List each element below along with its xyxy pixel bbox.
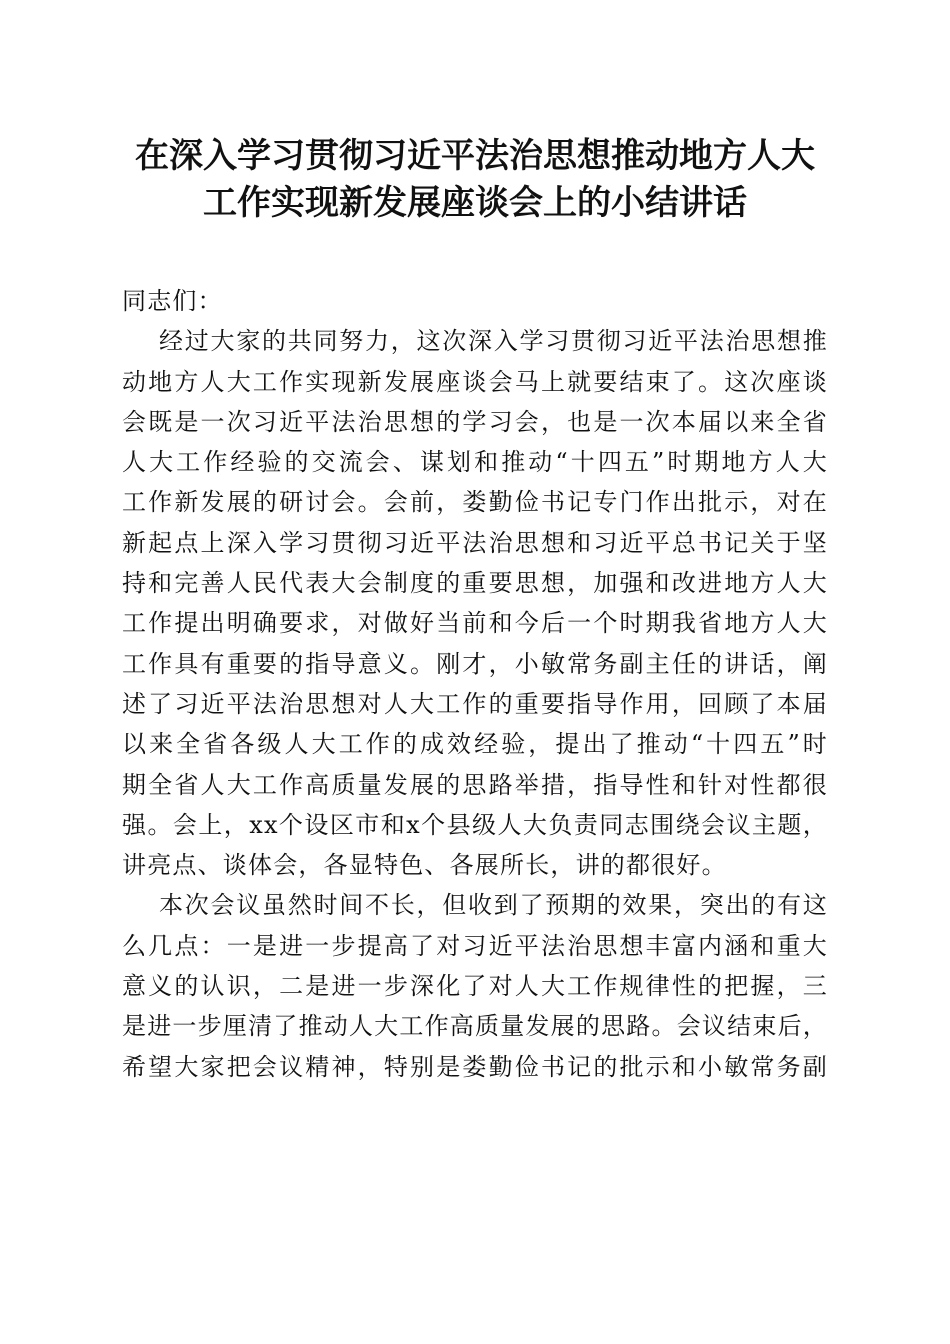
text-line: 工作新发展的研讨会。会前，娄勤俭书记专门作出批示，对在 <box>122 488 828 517</box>
paragraph-1 <box>122 321 828 885</box>
document-body <box>122 281 828 1087</box>
text-line: 强。会上，xx个设区市和x个县级人大负责同志围绕会议主题， <box>122 810 828 839</box>
text-line: 动地方人大工作实现新发展座谈会马上就要结束了。这次座谈 <box>122 367 828 396</box>
text-line: 讲亮点、谈体会，各显特色、各展所长，讲的都很好。 <box>122 851 727 880</box>
text-line: 期全省人大工作高质量发展的思路举措，指导性和针对性都很 <box>122 770 828 799</box>
text-line: 么几点：一是进一步提高了对习近平法治思想丰富内涵和重大 <box>122 931 828 960</box>
text-line: 会既是一次习近平法治思想的学习会，也是一次本届以来全省 <box>122 407 828 436</box>
text-line: 本次会议虽然时间不长，但收到了预期的效果，突出的有这 <box>159 891 828 920</box>
text-line: 经过大家的共同努力，这次深入学习贯彻习近平法治思想推 <box>159 327 828 356</box>
page-title <box>122 133 828 227</box>
salutation: 同志们： <box>122 287 223 315</box>
title-line-2: 工作实现新发展座谈会上的小结讲话 <box>203 183 747 223</box>
text-line: 以来全省各级人大工作的成效经验，提出了推动“十四五”时 <box>122 730 828 759</box>
title-line-1: 在深入学习贯彻习近平法治思想推动地方人大 <box>135 136 815 176</box>
text-line: 希望大家把会议精神，特别是娄勤俭书记的批示和小敏常务副 <box>122 1052 828 1081</box>
text-line: 工作具有重要的指导意义。刚才，小敏常务副主任的讲话，阐 <box>122 649 828 678</box>
text-line: 持和完善人民代表大会制度的重要思想，加强和改进地方人大 <box>122 569 828 598</box>
text-line: 新起点上深入学习贯彻习近平法治思想和习近平总书记关于坚 <box>122 528 828 557</box>
text-line: 工作提出明确要求，对做好当前和今后一个时期我省地方人大 <box>122 609 828 638</box>
paragraph-2 <box>122 885 828 1086</box>
text-line: 是进一步厘清了推动人大工作高质量发展的思路。会议结束后， <box>122 1012 828 1041</box>
text-line: 述了习近平法治思想对人大工作的重要指导作用，回顾了本届 <box>122 689 828 718</box>
text-line: 意义的认识，二是进一步深化了对人大工作规律性的把握，三 <box>122 972 828 1001</box>
text-line: 人大工作经验的交流会、谋划和推动“十四五”时期地方人大 <box>122 448 828 477</box>
